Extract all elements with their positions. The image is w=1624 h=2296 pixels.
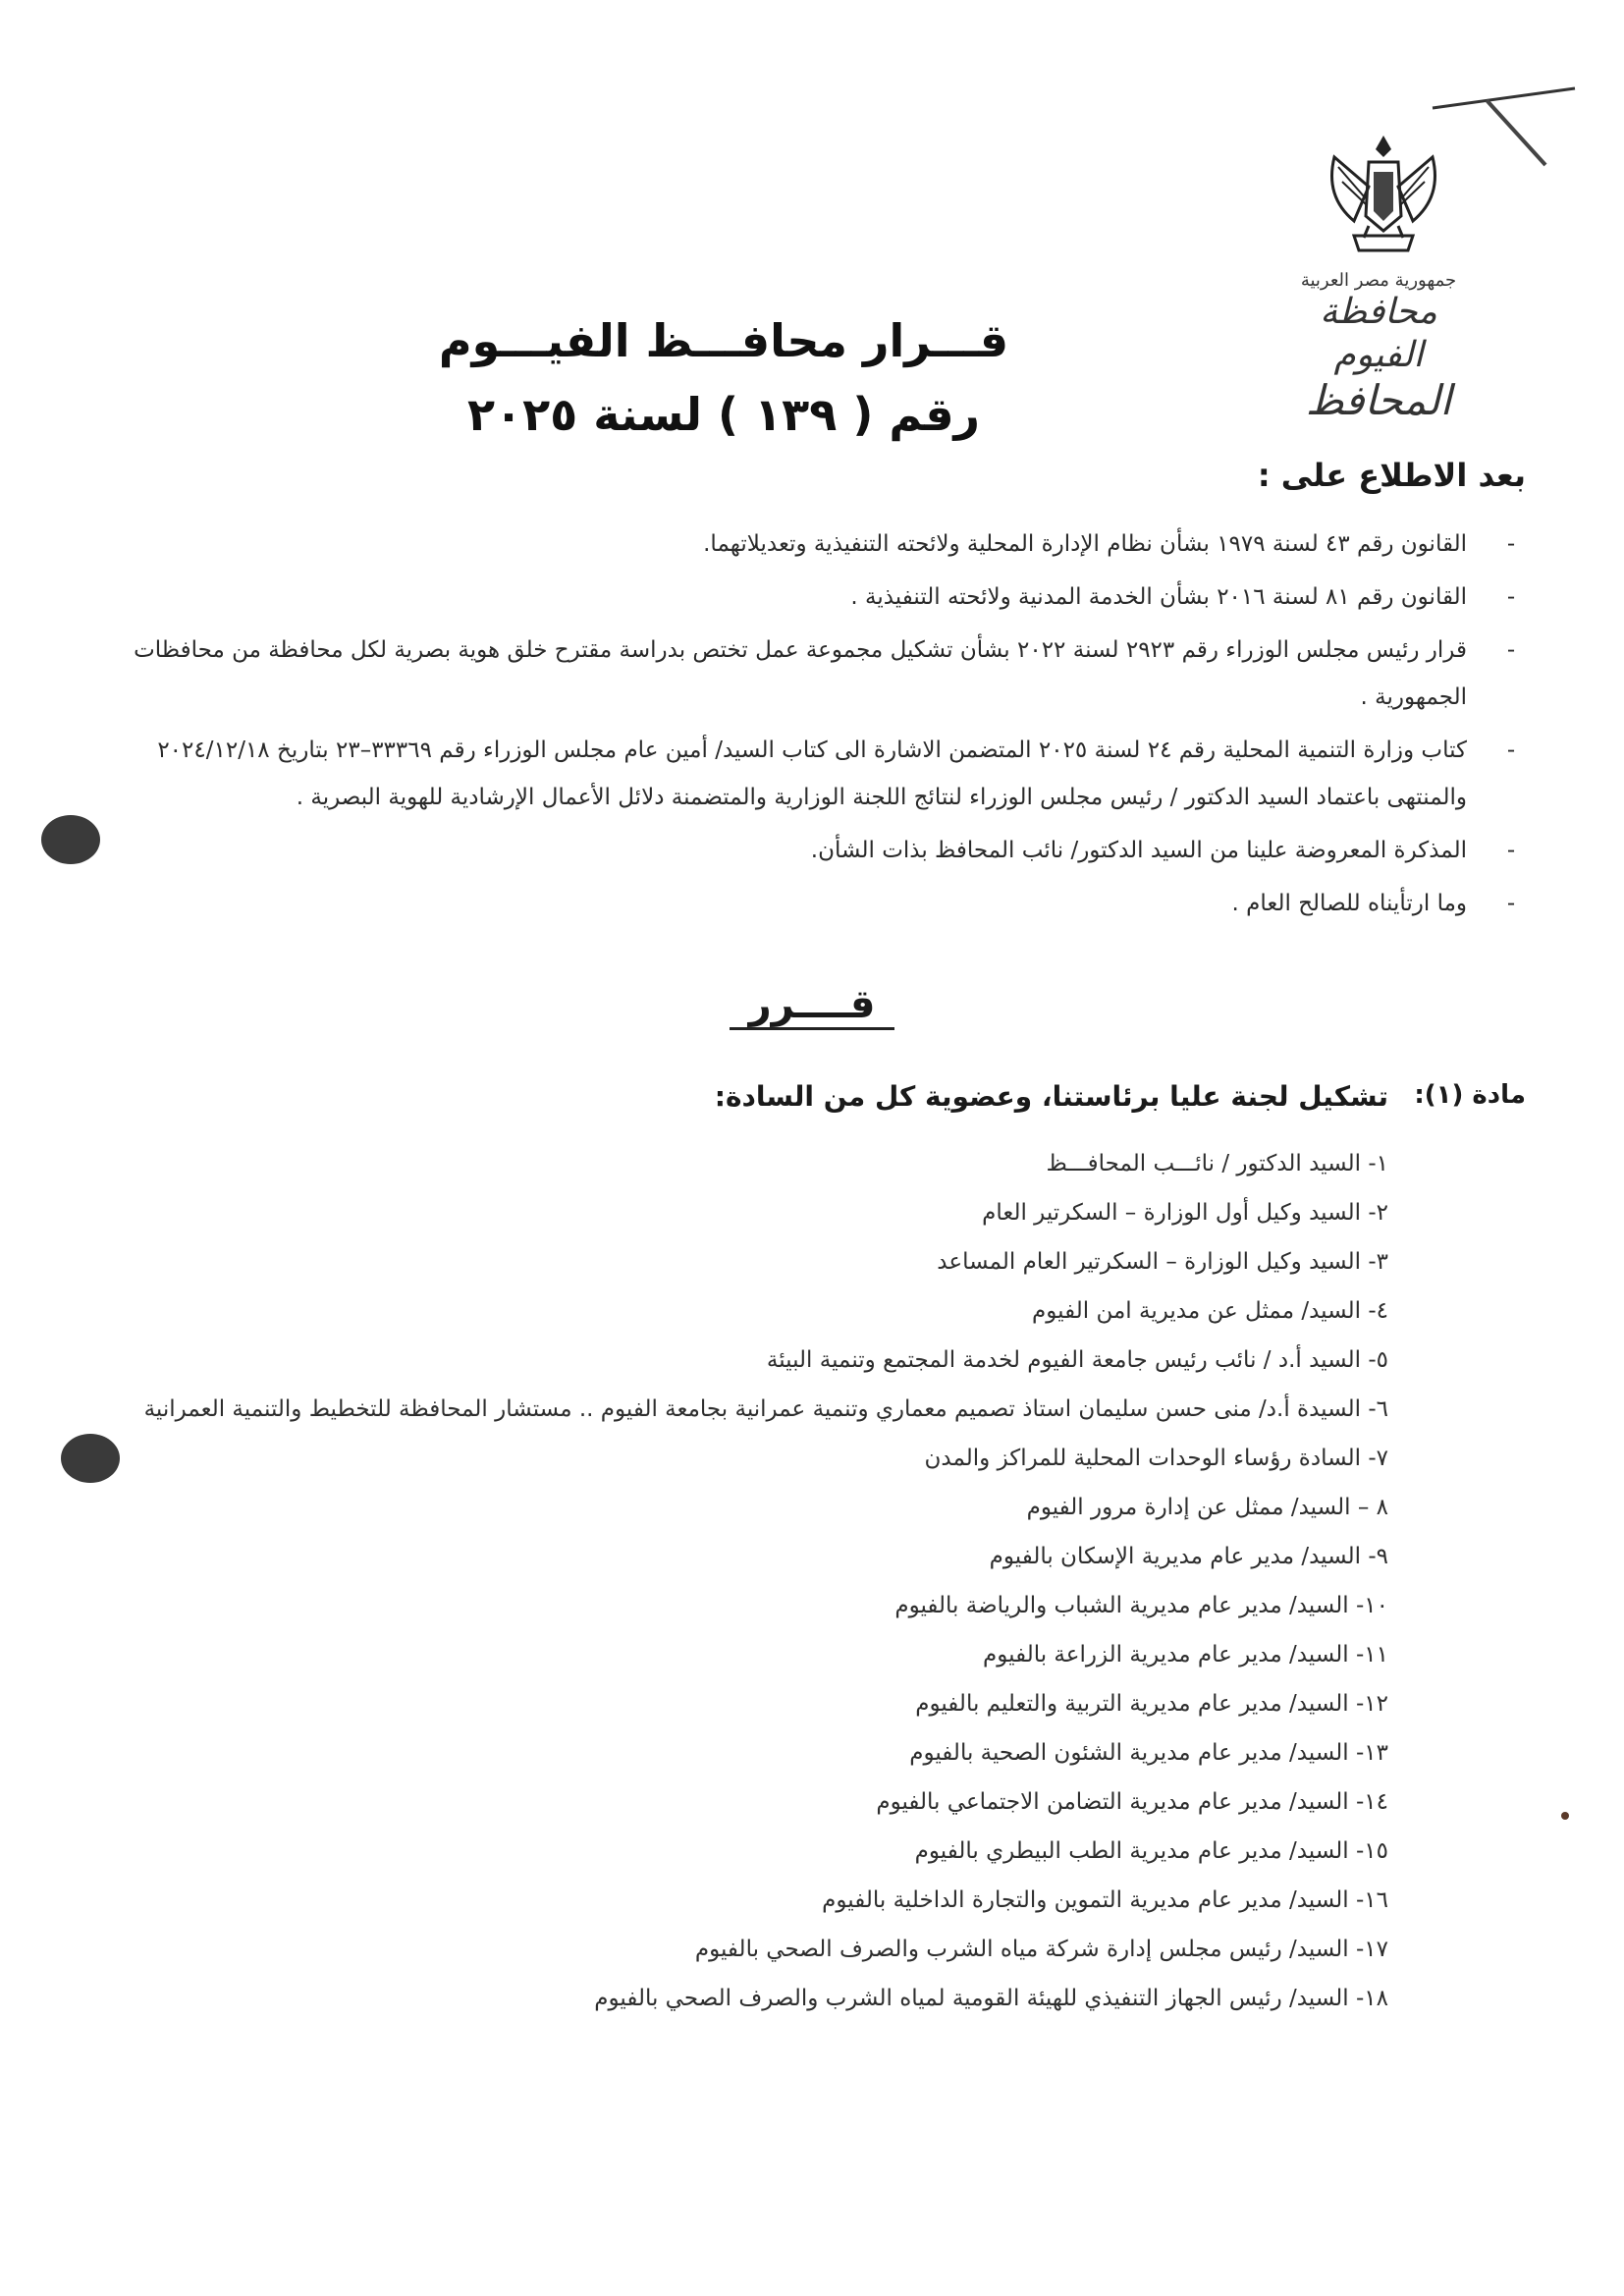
list-item: ٤- السيد/ ممثل عن مديرية امن الفيوم: [1032, 1298, 1388, 1324]
preamble-clause-text: المذكرة المعروضة علينا من السيد الدكتور/ نائب المحافظ بذات الشأن.: [810, 838, 1467, 863]
punch-hole: [41, 815, 100, 864]
emblem-caption-governor: المحافظ: [1305, 376, 1452, 424]
list-item: ١٦- السيد/ مدير عام مديرية التموين والتجارة الداخلية بالفيوم: [822, 1887, 1388, 1913]
preamble-clause: [92, 880, 1526, 927]
preamble-clause: [92, 627, 1526, 721]
decree-title: قـــرار محافـــظ الفيـــوم: [438, 314, 1009, 367]
list-item: ١٧- السيد/ رئيس مجلس إدارة شركة مياه الشرب والصرف الصحي بالفيوم: [694, 1937, 1388, 1962]
preamble-clause-text: وما ارتأيناه للصالح العام .: [1231, 891, 1467, 916]
scan-speck: [1561, 1812, 1569, 1820]
emblem-caption-governorate: محافظة الفيوم: [1320, 292, 1437, 375]
preamble-clause-text: القانون رقم ٤٣ لسنة ١٩٧٩ بشأن نظام الإدارة المحلية ولائحته التنفيذية وتعديلاتهما.: [703, 531, 1467, 557]
preamble-clause-text: القانون رقم ٨١ لسنة ٢٠١٦ بشأن الخدمة المدنية ولائحته التنفيذية .: [850, 584, 1467, 610]
clause-marker: -: [1506, 584, 1516, 610]
list-item: ١٤- السيد/ مدير عام مديرية التضامن الاجتماعي بالفيوم: [876, 1789, 1388, 1815]
decree-heading-text: قــــرر: [730, 982, 895, 1030]
list-item: ٣- السيد وكيل الوزارة – السكرتير العام المساعد: [937, 1249, 1388, 1275]
preamble-clause-text: قرار رئيس مجلس الوزراء رقم ٢٩٢٣ لسنة ٢٠٢٢ بشأن تشكيل مجموعة عمل تختص بدراسة مقترح خلق هوية بصرية لكل محافظة من محافظات الجمهورية .: [134, 637, 1467, 710]
clause-marker: -: [1506, 838, 1516, 863]
committee-members-list: [33, 1139, 1388, 2023]
list-item: ٦- السيدة أ.د/ منى حسن سليمان استاذ تصميم معماري وتنمية عمرانية بجامعة الفيوم .. مستشار المحافظة للتخطيط والتنمية العمرانية: [143, 1396, 1388, 1422]
list-item: ١٥- السيد/ مدير عام مديرية الطب البيطري بالفيوم: [914, 1838, 1388, 1864]
decree-number: رقم ( ١٣٩ ) لسنة ٢٠٢٥: [466, 388, 981, 441]
list-item: ٧- السادة رؤساء الوحدات المحلية للمراكز والمدن: [924, 1446, 1388, 1471]
preamble-heading: بعد الاطلاع على :: [1257, 457, 1526, 494]
preamble-clause-text: كتاب وزارة التنمية المحلية رقم ٢٤ لسنة ٢٠٢٥ المتضمن الاشارة الى كتاب السيد/ أمين عام مجلس الوزراء رقم ٣٣٣٦٩–٢٣ بتاريخ ٢٠٢٤/١٢/١٨ والمنتهى باعتماد السيد الدكتور / رئيس مجلس الوزراء لنتائج اللجنة الوزارية والمتضمنة دلائل الأعمال الإرشادية للهوية البصرية .: [157, 738, 1467, 810]
list-item: ٢- السيد وكيل أول الوزارة – السكرتير العام: [982, 1200, 1388, 1226]
list-item: ٥- السيد أ.د / نائب رئيس جامعة الفيوم لخدمة المجتمع وتنمية البيئة: [766, 1347, 1388, 1373]
decree-heading: [0, 982, 1624, 1027]
list-item: ٩- السيد/ مدير عام مديرية الإسكان بالفيوم: [989, 1544, 1388, 1569]
list-item: ٨ – السيد/ ممثل عن إدارة مرور الفيوم: [1026, 1495, 1388, 1520]
list-item: ١٣- السيد/ مدير عام مديرية الشئون الصحية بالفيوم: [909, 1740, 1388, 1766]
list-item: ١٢- السيد/ مدير عام مديرية التربية والتعليم بالفيوم: [915, 1691, 1388, 1717]
clause-marker: -: [1506, 738, 1516, 763]
clause-marker: -: [1506, 637, 1516, 663]
preamble-clause: [92, 727, 1526, 821]
list-item: ١٠- السيد/ مدير عام مديرية الشباب والرياضة بالفيوم: [894, 1593, 1388, 1618]
eagle-emblem-icon: [1315, 128, 1452, 265]
article-heading: تشكيل لجنة عليا برئاستنا، وعضوية كل من السادة:: [714, 1080, 1388, 1113]
article-label: مادة (١):: [1414, 1080, 1526, 1110]
preamble-clauses: [92, 520, 1526, 933]
list-item: ١١- السيد/ مدير عام مديرية الزراعة بالفيوم: [983, 1642, 1388, 1667]
list-item: ١٨- السيد/ رئيس الجهاز التنفيذي للهيئة القومية لمياه الشرب والصرف الصحي بالفيوم: [594, 1986, 1388, 2011]
emblem-caption-country: جمهورية مصر العربية: [1300, 270, 1457, 291]
list-item: ١- السيد الدكتور / نائـــب المحافـــظ: [1046, 1151, 1388, 1176]
clause-marker: -: [1506, 891, 1516, 916]
preamble-clause: [92, 574, 1526, 621]
preamble-clause: [92, 520, 1526, 568]
preamble-clause: [92, 827, 1526, 874]
clause-marker: -: [1506, 531, 1516, 557]
